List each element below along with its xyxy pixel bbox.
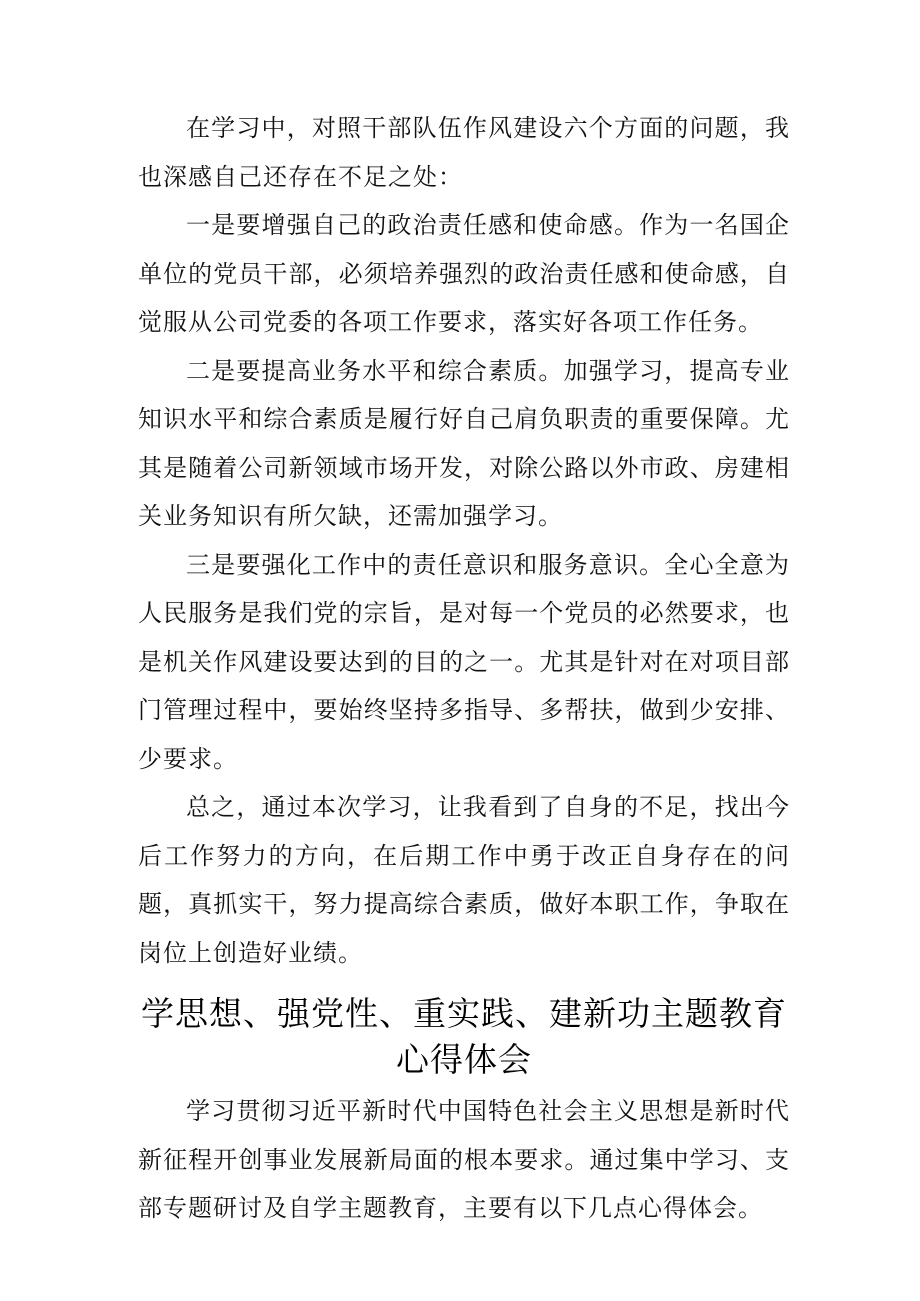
section-title: 学思想、强党性、重实践、建新功主题教育心得体会 bbox=[141, 994, 787, 1079]
paragraph-point-three: 三是要强化工作中的责任意识和服务意识。全心全意为人民服务是我们党的宗旨，是对每一个党员的必然要求，也是机关作风建设要达到的目的之一。尤其是针对在对项目部门管理过程中，要始终坚持多指导、多帮扶，做到少安排、少要求。 bbox=[138, 550, 790, 773]
paragraph-point-one: 一是要增强自己的政治责任感和使命感。作为一名国企单位的党员干部，必须培养强烈的政治责任感和使命感，自觉服从公司党委的各项工作要求，落实好各项工作任务。 bbox=[138, 211, 790, 336]
paragraph-summary: 总之，通过本次学习，让我看到了自身的不足，找出今后工作努力的方向，在后期工作中勇于改正自身存在的问题，真抓实干，努力提高综合素质，做好本职工作，争取在岗位上创造好业绩。 bbox=[138, 793, 790, 967]
paragraph-point-two: 二是要提高业务水平和综合素质。加强学习，提高专业知识水平和综合素质是履行好自己肩负职责的重要保障。尤其是随着公司新领域市场开发，对除公路以外市政、房建相关业务知识有所欠缺，还需加强学习。 bbox=[138, 356, 790, 530]
paragraph-section-intro: 学习贯彻习近平新时代中国特色社会主义思想是新时代新征程开创事业发展新局面的根本要求。通过集中学习、支部专题研讨及自学主题教育，主要有以下几点心得体会。 bbox=[138, 1097, 790, 1222]
document-body bbox=[138, 104, 790, 1233]
paragraph-intro: 在学习中，对照干部队伍作风建设六个方面的问题，我也深感自己还存在不足之处： bbox=[138, 114, 790, 191]
